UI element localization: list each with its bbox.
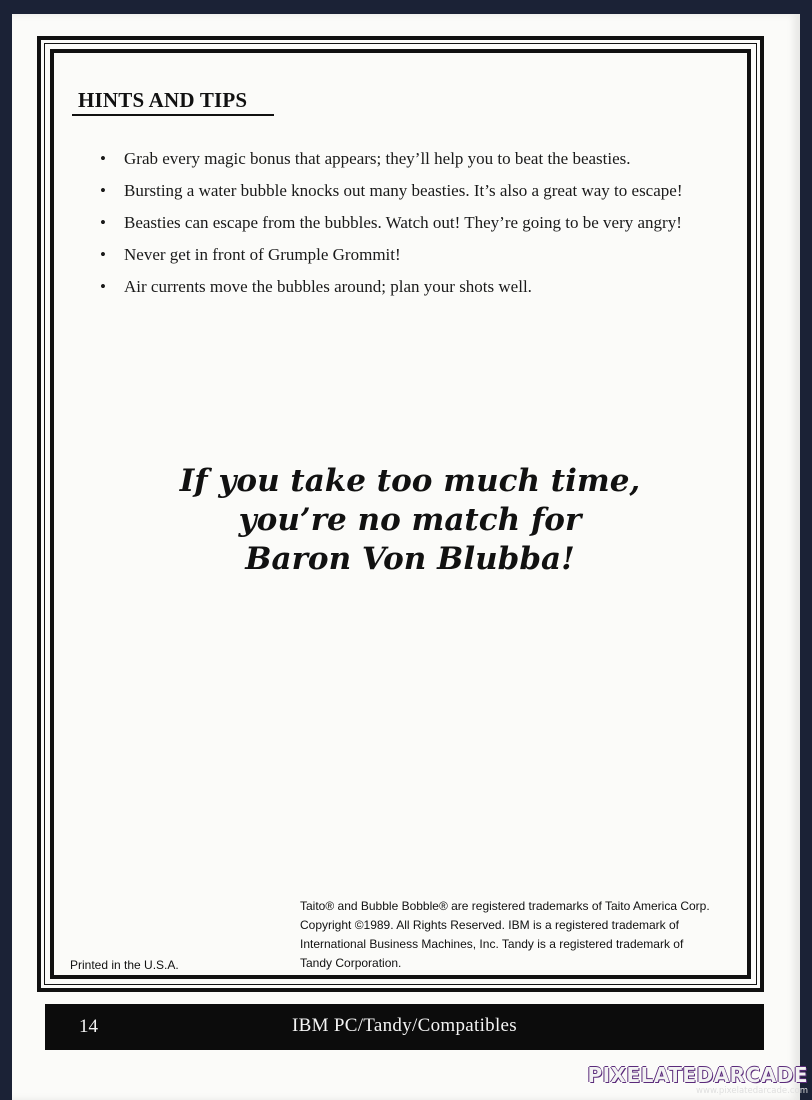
footer-bar <box>45 1004 764 1050</box>
watermark-url: www.pixelatedarcade.com <box>696 1086 808 1096</box>
slogan-line-3: Baron Von Blubba! <box>245 541 575 577</box>
legal-line-3: International Business Machines, Inc. Tandy is a registered trademark of <box>300 937 684 951</box>
legal-line-4: Tandy Corporation. <box>300 956 402 970</box>
legal-line-1: Taito® and Bubble Bobble® are registered trademarks of Taito America Corp. <box>300 899 710 913</box>
tip-item: • Grab every magic bonus that appears; they’ll help you to beat the beasties. <box>98 148 748 170</box>
page-number: 14 <box>79 1016 98 1037</box>
section-heading: HINTS AND TIPS <box>78 88 248 112</box>
tips-list <box>98 148 748 308</box>
slogan-line-2: you’re no match for <box>238 502 582 538</box>
slogan <box>120 462 700 579</box>
watermark <box>587 1064 808 1096</box>
watermark-brand: PIXELATEDARCADE <box>587 1063 808 1087</box>
legal-notice <box>300 897 750 973</box>
tip-item: • Beasties can escape from the bubbles. Watch out! They’re going to be very angry! <box>98 212 748 234</box>
platform-label: IBM PC/Tandy/Compatibles <box>292 1015 517 1036</box>
slogan-line-1: If you take too much time, <box>179 463 641 499</box>
legal-line-2: Copyright ©1989. All Rights Reserved. IBM is a registered trademark of <box>300 918 680 932</box>
tip-item: • Never get in front of Grumple Grommit! <box>98 244 748 266</box>
heading-underline <box>72 114 274 116</box>
tip-item: • Bursting a water bubble knocks out many beasties. It’s also a great way to escape! <box>98 180 748 202</box>
tip-item: • Air currents move the bubbles around; plan your shots well. <box>98 276 748 298</box>
printed-in-note: Printed in the U.S.A. <box>70 958 179 972</box>
